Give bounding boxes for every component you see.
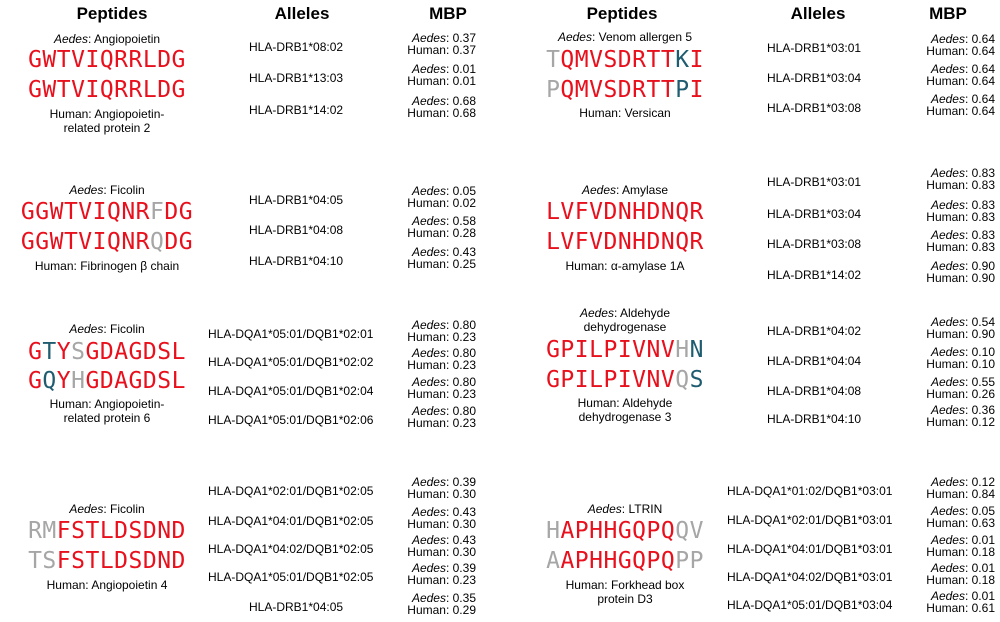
mbp-aedes-value: : 0.43 <box>445 505 476 519</box>
allele-name: HLA-DRB1*14:02 <box>767 268 862 282</box>
mbp-aedes-value: : 0.39 <box>445 561 476 575</box>
aedes-label: Aedes <box>930 589 965 603</box>
human-caption-right-2: Human: α-amylase 1A <box>565 259 685 273</box>
aedes-protein-name: : LTRIN <box>621 502 663 516</box>
mbp-human: Human: 0.23 <box>407 358 476 372</box>
mbp-human: Human: 0.28 <box>407 226 476 240</box>
mbp-human: Human: 0.84 <box>926 487 995 501</box>
aedes-caption-left-1 <box>2 32 212 46</box>
residue-segment: TS <box>28 548 57 574</box>
aedes-caption-right-3 <box>555 306 695 334</box>
aedes-label: Aedes <box>411 346 446 360</box>
allele-name: HLA-DQA1*05:01/DQB1*02:06 <box>208 413 374 427</box>
mbp-values <box>926 534 995 558</box>
residue-segment: Q <box>150 229 165 255</box>
human-sequence-left-4 <box>2 547 212 575</box>
residue-segment: G <box>28 339 43 365</box>
allele-name: HLA-DRB1*03:04 <box>767 71 862 85</box>
mbp-aedes-value: : 0.12 <box>964 475 995 489</box>
allele-name: HLA-DQA1*04:02/DQB1*03:01 <box>727 570 893 584</box>
aedes-label: Aedes <box>411 31 446 45</box>
mbp-human: Human: 0.23 <box>407 573 476 587</box>
mbp-aedes-value: : 0.68 <box>445 94 476 108</box>
mbp-human: Human: 0.25 <box>407 257 476 271</box>
aedes-label: Aedes <box>930 315 965 329</box>
human-sequence-right-1 <box>520 76 730 104</box>
mbp-human: Human: 0.37 <box>407 43 476 57</box>
aedes-label: Aedes <box>411 184 446 198</box>
aedes-caption-right-1 <box>520 30 730 44</box>
human-sequence-right-2 <box>520 228 730 256</box>
mbp-values <box>407 319 476 343</box>
mbp-human: Human: 0.63 <box>926 516 995 530</box>
aedes-label: Aedes <box>69 183 104 197</box>
aedes-label: Aedes <box>579 306 614 320</box>
mbp-aedes-value: : 0.43 <box>445 533 476 547</box>
mbp-values <box>926 590 995 614</box>
header-mbp-right: MBP <box>929 4 967 23</box>
mbp-aedes-value: : 0.39 <box>445 475 476 489</box>
residue-segment: GPILPIVNV <box>546 367 676 393</box>
aedes-label: Aedes <box>411 591 446 605</box>
allele-name: HLA-DQA1*05:01/DQB1*02:01 <box>208 327 374 341</box>
mbp-human: Human: 0.26 <box>926 387 995 401</box>
aedes-caption-left-3 <box>2 322 212 336</box>
mbp-values <box>407 376 476 400</box>
residue-segment: N <box>689 337 704 363</box>
residue-segment: I <box>689 47 704 73</box>
aedes-sequence-left-3 <box>2 338 212 366</box>
allele-name: HLA-DRB1*08:02 <box>249 40 344 54</box>
mbp-aedes-value: : 0.80 <box>445 346 476 360</box>
aedes-label: Aedes <box>930 166 965 180</box>
aedes-protein-name: : Aldehyde dehydrogenase <box>583 306 671 334</box>
mbp-aedes-value: : 0.54 <box>964 315 995 329</box>
residue-segment: G <box>28 368 43 394</box>
aedes-sequence-right-2 <box>520 198 730 226</box>
aedes-protein-name: : Venom allergen 5 <box>591 30 693 44</box>
residue-segment: GDAGDSL <box>85 368 186 394</box>
human-caption-left-2: Human: Fibrinogen β chain <box>34 259 180 273</box>
allele-name: HLA-DRB1*04:10 <box>249 254 344 268</box>
aedes-label: Aedes <box>581 183 616 197</box>
residue-segment: GGWTVIQNR <box>20 199 151 225</box>
allele-name: HLA-DRB1*03:08 <box>767 101 862 115</box>
residue-segment: GDAGDSL <box>85 339 186 365</box>
residue-segment: T <box>546 47 561 73</box>
allele-name: HLA-DRB1*04:04 <box>767 354 862 368</box>
mbp-aedes-value: : 0.64 <box>964 32 995 46</box>
mbp-values <box>926 505 995 529</box>
mbp-human: Human: 0.64 <box>926 74 995 88</box>
aedes-label: Aedes <box>930 533 965 547</box>
header-mbp-left: MBP <box>429 4 467 23</box>
aedes-label: Aedes <box>930 475 965 489</box>
aedes-label: Aedes <box>930 62 965 76</box>
header-peptides-left: Peptides <box>76 4 148 23</box>
human-caption-right-3: Human: Aldehyde dehydrogenase 3 <box>577 396 673 424</box>
allele-name: HLA-DRB1*04:05 <box>249 600 344 614</box>
residue-segment: GGWTVIQNR <box>20 229 151 255</box>
mbp-values <box>926 260 995 284</box>
mbp-aedes-value: : 0.43 <box>445 245 476 259</box>
mbp-aedes-value: : 0.05 <box>964 504 995 518</box>
residue-segment: P <box>675 77 690 103</box>
aedes-label: Aedes <box>411 561 446 575</box>
human-caption-right-4: Human: Forkhead box protein D3 <box>565 578 685 606</box>
aedes-label: Aedes <box>587 502 622 516</box>
human-caption-right-1: Human: Versican <box>579 106 671 120</box>
aedes-label: Aedes <box>411 245 446 259</box>
allele-name: HLA-DQA1*02:01/DQB1*02:05 <box>208 484 374 498</box>
mbp-aedes-value: : 0.10 <box>964 345 995 359</box>
aedes-label: Aedes <box>53 32 88 46</box>
mbp-aedes-value: : 0.05 <box>445 184 476 198</box>
mbp-values <box>926 33 995 57</box>
allele-name: HLA-DQA1*05:01/DQB1*02:05 <box>208 570 374 584</box>
aedes-label: Aedes <box>411 505 446 519</box>
mbp-aedes-value: : 0.83 <box>964 198 995 212</box>
mbp-values <box>407 592 476 616</box>
aedes-label: Aedes <box>411 533 446 547</box>
residue-segment: A <box>546 548 561 574</box>
allele-name: HLA-DRB1*04:08 <box>767 384 862 398</box>
mbp-values <box>926 229 995 253</box>
human-sequence-right-3 <box>520 366 730 394</box>
mbp-values <box>407 534 476 558</box>
aedes-protein-name: : Angiopoietin <box>87 32 161 46</box>
mbp-aedes-value: : 0.58 <box>445 214 476 228</box>
mbp-values <box>407 63 476 87</box>
mbp-aedes-value: : 0.80 <box>445 404 476 418</box>
mbp-aedes-value: : 0.80 <box>445 375 476 389</box>
mbp-human: Human: 0.64 <box>926 104 995 118</box>
aedes-label: Aedes <box>930 198 965 212</box>
residue-segment: Q <box>675 367 690 393</box>
allele-name: HLA-DRB1*04:02 <box>767 324 862 338</box>
mbp-values <box>926 316 995 340</box>
aedes-protein-name: : Ficolin <box>103 183 145 197</box>
allele-name: HLA-DQA1*05:01/DQB1*03:04 <box>727 598 893 612</box>
mbp-human: Human: 0.23 <box>407 387 476 401</box>
mbp-values <box>926 376 995 400</box>
mbp-human: Human: 0.01 <box>407 74 476 88</box>
residue-segment: H <box>71 368 86 394</box>
aedes-label: Aedes <box>930 92 965 106</box>
aedes-label: Aedes <box>411 318 446 332</box>
allele-name: HLA-DRB1*13:03 <box>249 71 344 85</box>
mbp-values <box>926 167 995 191</box>
mbp-values <box>926 199 995 223</box>
aedes-label: Aedes <box>411 475 446 489</box>
mbp-values <box>407 185 476 209</box>
residue-segment: H <box>546 518 561 544</box>
mbp-human: Human: 0.18 <box>926 545 995 559</box>
residue-segment: GWTVIQRRLDG <box>28 77 186 103</box>
mbp-aedes-value: : 0.83 <box>964 166 995 180</box>
aedes-caption-left-2 <box>2 183 212 197</box>
residue-segment: P <box>546 77 561 103</box>
aedes-label: Aedes <box>557 30 592 44</box>
aedes-sequence-right-1 <box>520 46 730 74</box>
mbp-aedes-value: : 0.90 <box>964 259 995 273</box>
mbp-aedes-value: : 0.01 <box>964 533 995 547</box>
mbp-values <box>407 95 476 119</box>
aedes-sequence-right-4 <box>520 517 730 545</box>
residue-segment: QV <box>675 518 704 544</box>
mbp-values <box>407 476 476 500</box>
aedes-caption-right-4 <box>520 502 730 516</box>
mbp-human: Human: 0.61 <box>926 601 995 615</box>
aedes-label: Aedes <box>411 375 446 389</box>
allele-name: HLA-DQA1*05:01/DQB1*02:02 <box>208 355 374 369</box>
residue-segment: S <box>689 367 704 393</box>
allele-name: HLA-DQA1*01:02/DQB1*03:01 <box>727 484 893 498</box>
mbp-human: Human: 0.68 <box>407 106 476 120</box>
aedes-sequence-left-4 <box>2 517 212 545</box>
mbp-human: Human: 0.30 <box>407 545 476 559</box>
header-peptides-right: Peptides <box>586 4 658 23</box>
mbp-values <box>926 93 995 117</box>
mbp-human: Human: 0.83 <box>926 210 995 224</box>
aedes-protein-name: : Amylase <box>616 183 669 197</box>
residue-segment: APHHGQPQ <box>560 548 676 574</box>
allele-name: HLA-DRB1*04:10 <box>767 412 862 426</box>
aedes-label: Aedes <box>411 94 446 108</box>
header-alleles-right: Alleles <box>790 4 846 23</box>
mbp-aedes-value: : 0.35 <box>445 591 476 605</box>
mbp-human: Human: 0.83 <box>926 178 995 192</box>
mbp-human: Human: 0.90 <box>926 271 995 285</box>
aedes-label: Aedes <box>411 404 446 418</box>
residue-segment: QMVSDRTT <box>560 77 676 103</box>
aedes-protein-name: : Ficolin <box>103 502 145 516</box>
allele-name: HLA-DQA1*04:01/DQB1*03:01 <box>727 542 893 556</box>
mbp-aedes-value: : 0.64 <box>964 92 995 106</box>
allele-name: HLA-DQA1*05:01/DQB1*02:04 <box>208 384 374 398</box>
mbp-values <box>407 506 476 530</box>
mbp-human: Human: 0.18 <box>926 573 995 587</box>
human-sequence-left-3 <box>2 367 212 395</box>
mbp-human: Human: 0.12 <box>926 415 995 429</box>
residue-segment: PP <box>675 548 704 574</box>
allele-name: HLA-DRB1*03:01 <box>767 175 862 189</box>
mbp-human: Human: 0.10 <box>926 357 995 371</box>
mbp-aedes-value: : 0.80 <box>445 318 476 332</box>
mbp-values <box>407 405 476 429</box>
aedes-label: Aedes <box>930 375 965 389</box>
aedes-label: Aedes <box>411 62 446 76</box>
human-sequence-left-2 <box>2 228 212 256</box>
residue-segment: APHHGQPQ <box>560 518 676 544</box>
aedes-label: Aedes <box>930 32 965 46</box>
mbp-values <box>407 347 476 371</box>
residue-segment: GWTVIQRRLDG <box>28 47 186 73</box>
allele-name: HLA-DQA1*04:02/DQB1*02:05 <box>208 542 374 556</box>
residue-segment: F <box>150 199 165 225</box>
aedes-label: Aedes <box>930 561 965 575</box>
residue-segment: DG <box>164 199 194 225</box>
residue-segment: Y <box>56 368 72 394</box>
residue-segment: RM <box>28 518 57 544</box>
aedes-label: Aedes <box>930 504 965 518</box>
header-alleles-left: Alleles <box>274 4 330 23</box>
aedes-sequence-right-3 <box>520 336 730 364</box>
aedes-label: Aedes <box>69 502 104 516</box>
mbp-aedes-value: : 0.01 <box>445 62 476 76</box>
mbp-human: Human: 0.90 <box>926 327 995 341</box>
residue-segment: QMVSDRTT <box>560 47 676 73</box>
mbp-aedes-value: : 0.55 <box>964 375 995 389</box>
residue-segment: LVFVDNHDNQR <box>546 229 704 255</box>
residue-segment: LVFVDNHDNQR <box>546 199 704 225</box>
human-sequence-left-1 <box>2 76 212 104</box>
allele-name: HLA-DQA1*04:01/DQB1*02:05 <box>208 514 374 528</box>
aedes-label: Aedes <box>411 214 446 228</box>
mbp-human: Human: 0.02 <box>407 196 476 210</box>
aedes-caption-left-4 <box>2 502 212 516</box>
mbp-aedes-value: : 0.83 <box>964 228 995 242</box>
mbp-values <box>407 215 476 239</box>
residue-segment: S <box>71 339 86 365</box>
allele-name: HLA-DRB1*04:08 <box>249 223 344 237</box>
residue-segment: I <box>689 77 704 103</box>
mbp-human: Human: 0.64 <box>926 44 995 58</box>
mbp-human: Human: 0.29 <box>407 603 476 617</box>
aedes-caption-right-2 <box>520 183 730 197</box>
human-caption-left-4: Human: Angiopoietin 4 <box>46 578 168 592</box>
allele-name: HLA-DRB1*03:08 <box>767 237 862 251</box>
residue-segment: Y <box>56 339 72 365</box>
aedes-label: Aedes <box>930 403 965 417</box>
mbp-human: Human: 0.23 <box>407 416 476 430</box>
human-caption-left-3: Human: Angiopoietin-related protein 6 <box>49 397 165 425</box>
aedes-protein-name: : Ficolin <box>103 322 145 336</box>
mbp-aedes-value: : 0.01 <box>964 589 995 603</box>
human-sequence-right-4 <box>520 547 730 575</box>
aedes-label: Aedes <box>69 322 104 336</box>
mbp-human: Human: 0.30 <box>407 487 476 501</box>
mbp-aedes-value: : 0.36 <box>964 403 995 417</box>
mbp-aedes-value: : 0.64 <box>964 62 995 76</box>
human-caption-left-1: Human: Angiopoietin-related protein 2 <box>49 107 165 135</box>
mbp-human: Human: 0.30 <box>407 517 476 531</box>
residue-segment: FSTLDSDND <box>56 518 186 544</box>
aedes-label: Aedes <box>930 259 965 273</box>
mbp-values <box>407 246 476 270</box>
allele-name: HLA-DRB1*14:02 <box>249 103 344 117</box>
residue-segment: GPILPIVNV <box>546 337 676 363</box>
mbp-values <box>407 32 476 56</box>
mbp-human: Human: 0.23 <box>407 330 476 344</box>
mbp-aedes-value: : 0.01 <box>964 561 995 575</box>
aedes-label: Aedes <box>930 345 965 359</box>
residue-segment: H <box>675 337 690 363</box>
allele-name: HLA-DRB1*03:04 <box>767 207 862 221</box>
mbp-values <box>926 562 995 586</box>
mbp-values <box>926 63 995 87</box>
residue-segment: FSTLDSDND <box>56 548 186 574</box>
residue-segment: DG <box>164 229 194 255</box>
mbp-values <box>926 476 995 500</box>
allele-name: HLA-DRB1*03:01 <box>767 41 862 55</box>
allele-name: HLA-DRB1*04:05 <box>249 193 344 207</box>
mbp-human: Human: 0.83 <box>926 240 995 254</box>
aedes-sequence-left-1 <box>2 46 212 74</box>
allele-name: HLA-DQA1*02:01/DQB1*03:01 <box>727 513 893 527</box>
aedes-sequence-left-2 <box>2 198 212 226</box>
residue-segment: Q <box>42 368 57 394</box>
residue-segment: T <box>42 339 57 365</box>
residue-segment: K <box>675 47 690 73</box>
aedes-label: Aedes <box>930 228 965 242</box>
mbp-values <box>407 562 476 586</box>
mbp-aedes-value: : 0.37 <box>445 31 476 45</box>
mbp-values <box>926 404 995 428</box>
mbp-values <box>926 346 995 370</box>
